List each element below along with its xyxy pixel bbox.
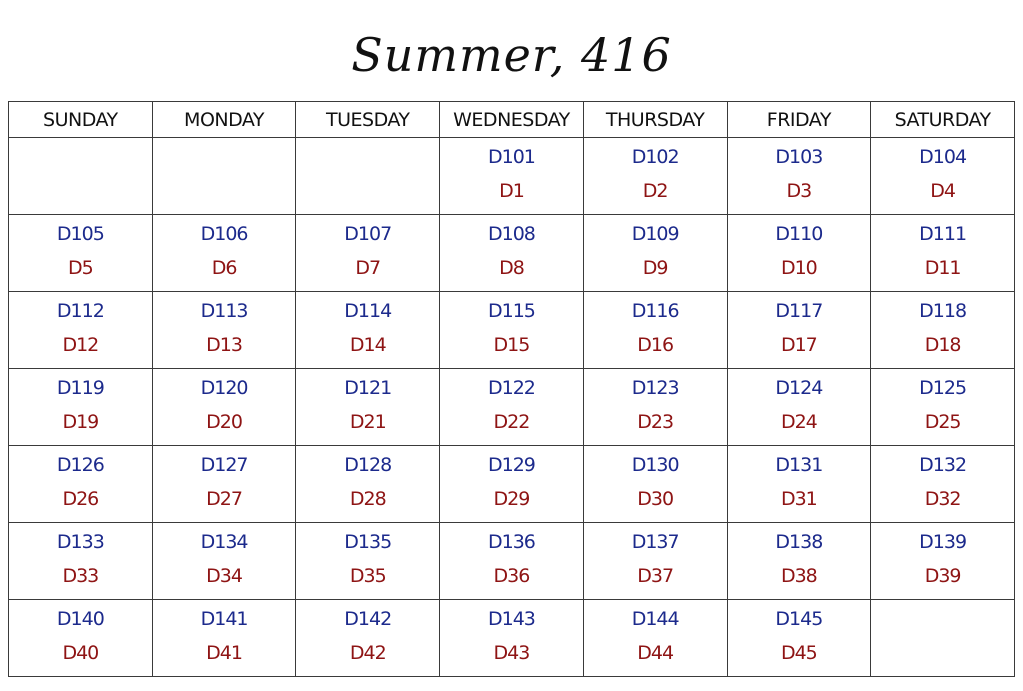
lower-code: D21 (349, 411, 386, 433)
day-cell (727, 215, 871, 292)
upper-code: D136 (488, 531, 535, 553)
week-row (9, 215, 1015, 292)
day-cell (871, 215, 1015, 292)
lower-code: D32 (924, 488, 961, 510)
calendar-grid (8, 101, 1015, 677)
upper-code: D143 (488, 608, 535, 630)
upper-code: D102 (631, 146, 679, 168)
week-row (9, 369, 1015, 446)
day-cell (871, 523, 1015, 600)
day-cell (727, 292, 871, 369)
lower-code: D42 (349, 642, 386, 664)
week-row (9, 523, 1015, 600)
lower-code: D44 (637, 642, 674, 664)
lower-code: D18 (924, 334, 961, 356)
upper-code: D120 (200, 377, 248, 399)
lower-code: D40 (62, 642, 99, 664)
day-cell (440, 292, 584, 369)
upper-code: D125 (919, 377, 967, 399)
lower-code: D9 (642, 257, 668, 279)
lower-code: D30 (637, 488, 674, 510)
day-cell (152, 292, 296, 369)
upper-code: D126 (56, 454, 104, 476)
day-cell (296, 523, 440, 600)
day-cell (727, 369, 871, 446)
day-cell (9, 215, 153, 292)
lower-code: D20 (206, 411, 242, 433)
lower-code: D33 (62, 565, 99, 587)
lower-code: D43 (493, 642, 530, 664)
lower-code: D45 (780, 642, 817, 664)
upper-code: D123 (631, 377, 679, 399)
day-cell (727, 138, 871, 215)
upper-code: D122 (488, 377, 535, 399)
upper-code: D134 (200, 531, 248, 553)
lower-code: D15 (493, 334, 530, 356)
weekday-header: WEDNESDAY (440, 102, 584, 138)
calendar-body (9, 138, 1015, 677)
day-cell (871, 369, 1015, 446)
lower-code: D36 (493, 565, 530, 587)
day-cell (583, 138, 727, 215)
lower-code: D37 (637, 565, 674, 587)
day-cell (9, 446, 153, 523)
upper-code: D118 (919, 300, 967, 322)
day-cell (583, 292, 727, 369)
lower-code: D39 (924, 565, 961, 587)
day-cell (871, 446, 1015, 523)
upper-code: D145 (775, 608, 823, 630)
upper-code: D138 (775, 531, 823, 553)
lower-code: D29 (493, 488, 530, 510)
upper-code: D124 (775, 377, 823, 399)
lower-code: D14 (349, 334, 386, 356)
day-cell (727, 446, 871, 523)
lower-code: D24 (780, 411, 817, 433)
day-cell (296, 215, 440, 292)
upper-code: D105 (56, 223, 104, 245)
lower-code: D41 (206, 642, 242, 664)
day-cell (9, 600, 153, 677)
lower-code: D35 (349, 565, 386, 587)
upper-code: D108 (488, 223, 535, 245)
lower-code: D17 (780, 334, 817, 356)
upper-code: D113 (200, 300, 248, 322)
upper-code: D131 (775, 454, 823, 476)
day-cell (440, 523, 584, 600)
day-cell (296, 446, 440, 523)
week-row (9, 446, 1015, 523)
lower-code: D31 (780, 488, 817, 510)
empty-day-cell (871, 600, 1015, 677)
lower-code: D38 (780, 565, 817, 587)
day-cell (871, 138, 1015, 215)
lower-code: D22 (493, 411, 530, 433)
lower-code: D1 (499, 180, 524, 202)
lower-code: D6 (211, 257, 237, 279)
day-cell (440, 138, 584, 215)
day-cell (440, 446, 584, 523)
weekday-header: TUESDAY (296, 102, 440, 138)
upper-code: D144 (631, 608, 679, 630)
lower-code: D27 (206, 488, 242, 510)
day-cell (583, 215, 727, 292)
lower-code: D23 (637, 411, 674, 433)
upper-code: D106 (200, 223, 248, 245)
upper-code: D133 (56, 531, 104, 553)
upper-code: D142 (344, 608, 392, 630)
day-cell (152, 446, 296, 523)
upper-code: D140 (56, 608, 104, 630)
day-cell (583, 600, 727, 677)
day-cell (9, 292, 153, 369)
weekday-header: THURSDAY (583, 102, 727, 138)
upper-code: D119 (56, 377, 104, 399)
day-cell (440, 215, 584, 292)
weekday-header-row (9, 102, 1015, 138)
upper-code: D129 (488, 454, 535, 476)
week-row (9, 600, 1015, 677)
upper-code: D127 (200, 454, 248, 476)
upper-code: D121 (344, 377, 392, 399)
day-cell (440, 369, 584, 446)
lower-code: D34 (206, 565, 242, 587)
weekday-header: MONDAY (152, 102, 296, 138)
day-cell (296, 369, 440, 446)
upper-code: D107 (344, 223, 392, 245)
upper-code: D115 (488, 300, 535, 322)
day-cell (9, 369, 153, 446)
day-cell (9, 523, 153, 600)
day-cell (152, 523, 296, 600)
empty-day-cell (296, 138, 440, 215)
lower-code: D19 (62, 411, 99, 433)
lower-code: D12 (62, 334, 99, 356)
day-cell (152, 215, 296, 292)
week-row (9, 138, 1015, 215)
day-cell (296, 600, 440, 677)
lower-code: D13 (206, 334, 242, 356)
upper-code: D135 (344, 531, 392, 553)
upper-code: D112 (56, 300, 104, 322)
lower-code: D25 (924, 411, 961, 433)
upper-code: D109 (631, 223, 679, 245)
day-cell (583, 446, 727, 523)
upper-code: D130 (631, 454, 679, 476)
lower-code: D7 (355, 257, 381, 279)
day-cell (727, 600, 871, 677)
upper-code: D110 (775, 223, 823, 245)
day-cell (727, 523, 871, 600)
day-cell (152, 369, 296, 446)
lower-code: D2 (642, 180, 668, 202)
lower-code: D26 (62, 488, 99, 510)
lower-code: D3 (786, 180, 812, 202)
lower-code: D5 (67, 257, 93, 279)
lower-code: D8 (499, 257, 524, 279)
upper-code: D128 (344, 454, 392, 476)
calendar-title: Summer, 416 (351, 28, 672, 82)
day-cell (583, 523, 727, 600)
lower-code: D16 (637, 334, 674, 356)
lower-code: D4 (930, 180, 955, 202)
upper-code: D139 (919, 531, 967, 553)
day-cell (152, 600, 296, 677)
lower-code: D11 (924, 257, 961, 279)
weekday-header: FRIDAY (727, 102, 871, 138)
lower-code: D28 (349, 488, 386, 510)
day-cell (296, 292, 440, 369)
upper-code: D111 (919, 223, 967, 245)
week-row (9, 292, 1015, 369)
day-cell (440, 600, 584, 677)
upper-code: D117 (775, 300, 823, 322)
upper-code: D103 (775, 146, 823, 168)
weekday-header: SUNDAY (9, 102, 153, 138)
upper-code: D104 (919, 146, 967, 168)
upper-code: D137 (631, 531, 679, 553)
upper-code: D101 (488, 146, 535, 168)
day-cell (871, 292, 1015, 369)
upper-code: D132 (919, 454, 967, 476)
upper-code: D114 (344, 300, 392, 322)
upper-code: D141 (200, 608, 248, 630)
day-cell (583, 369, 727, 446)
upper-code: D116 (631, 300, 679, 322)
weekday-header: SATURDAY (871, 102, 1015, 138)
empty-day-cell (9, 138, 153, 215)
lower-code: D10 (780, 257, 817, 279)
empty-day-cell (152, 138, 296, 215)
